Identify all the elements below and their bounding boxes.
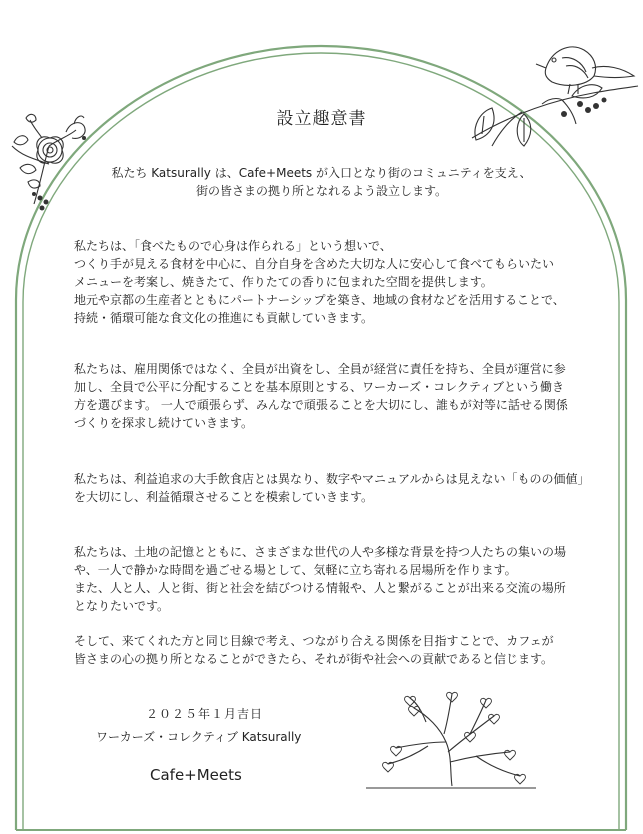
paragraph-value — [74, 470, 590, 506]
bird-on-branch-illustration — [462, 28, 642, 158]
intro-statement — [80, 164, 563, 200]
paragraph-line: メニューを考案し、焼きたて、作りたての香りに包まれた空間を提供します。 — [74, 275, 493, 289]
paragraph-community — [74, 543, 574, 615]
paragraph-workers-collective — [74, 360, 574, 432]
document-title: 設立趣意書 — [276, 109, 367, 129]
intro-line: 私たち Katsurally は、Cafe+Meets が入口となり街のコミュニティを支え、 — [111, 166, 532, 180]
paragraph-line: 地元や京都の生産者とともにパートナーシップを築き、地域の食材などを活用することで、 — [74, 293, 565, 307]
paragraph-line: や、一人で静かな時間を過ごせる場として、気軽に立ち寄れる居場所を作ります。 — [74, 563, 517, 577]
date: ２０２５年１月吉日 — [146, 707, 264, 721]
paragraph-line: を大切にし、利益循環させることを模索していきます。 — [74, 490, 374, 504]
heart-tree-illustration — [366, 682, 546, 792]
paragraph-line: づくりを探求し続けていきます。 — [74, 416, 254, 430]
paragraph-line: 私たちは、雇用関係ではなく、全員が出資をし、全員が経営に責任を持ち、全員が運営に参 — [74, 362, 566, 376]
paragraph-line: また、人と人、人と街、街と社会を結びつける情報や、人と繋がることが出来る交流の場所 — [74, 581, 566, 595]
paragraph-food — [74, 237, 574, 327]
paragraph-line: 加し、全員で公平に分配することを基本原則とする、ワーカーズ・コレクティブという働き — [74, 380, 564, 394]
brand-name: Cafe+Meets — [150, 766, 242, 784]
paragraph-line: 持続・循環可能な食文化の推進にも貢献していきます。 — [74, 311, 374, 325]
intro-line: 街の皆さまの拠り所となれるよう設立します。 — [195, 184, 448, 198]
paragraph-line: 私たちは、利益追求の大手飲食店とは異なり、数字やマニュアルからは見えない「ものの価値」 — [74, 472, 590, 486]
paragraph-closing — [74, 632, 574, 668]
paragraph-line: 私たちは、土地の記憶とともに、さまざまな世代の人や多様な背景を持つ人たちの集いの場 — [74, 545, 567, 559]
paragraph-line: 皆さまの心の拠り所となることができたら、それが街や社会への貢献であると信じます。 — [74, 652, 554, 666]
paragraph-line: となりたいです。 — [74, 599, 170, 613]
paragraph-line: 私たちは、「食べたもので心身は作られる」という想いで、 — [74, 239, 392, 253]
paragraph-line: 方を選びます。 一人で頑張らず、みんなで頑張ることを大切にし、誰もが対等に話せる関係 — [74, 398, 568, 412]
paragraph-line: つくり手が見える食材を中心に、自分自身を含めた大切な人に安心して食べてもらいたい — [74, 257, 555, 271]
organization-name: ワーカーズ・コレクティブ Katsurally — [96, 730, 302, 744]
paragraph-line: そして、来てくれた方と同じ目線で考え、つながり合える関係を目指すことで、カフェが — [74, 634, 554, 648]
